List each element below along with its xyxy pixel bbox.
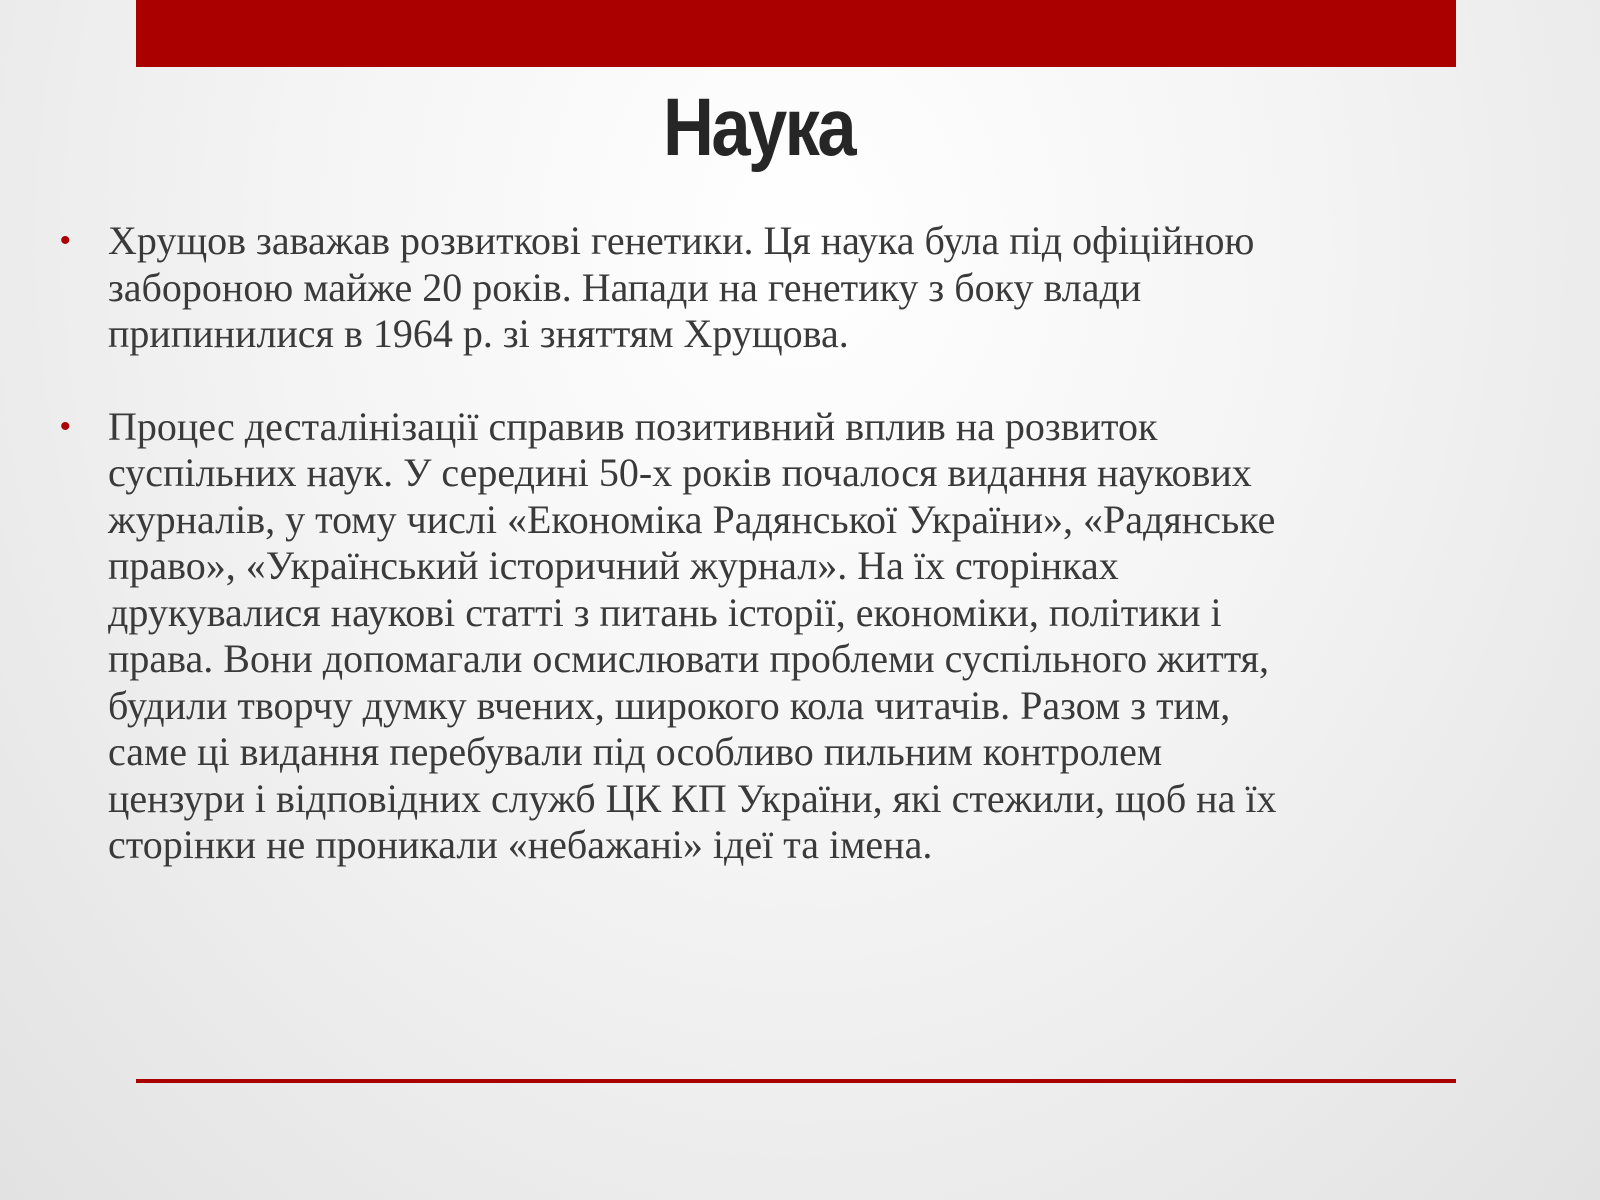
bullet-line: саме ці видання перебували під особливо пильним контролем: [108, 729, 1163, 774]
bullet-line: Процес десталінізації справив позитивний вплив на розвиток: [108, 403, 1158, 449]
bullet-icon: •: [60, 409, 71, 443]
bullet-line: припинилися в 1964 р. зі зняттям Хрущова.: [108, 311, 849, 356]
bullet-line: будили творчу думку вчених, широкого кола читачів. Разом з тим,: [108, 682, 1231, 728]
bullet-line: цензури і відповідних служб ЦК КП України, які стежили, щоб на їх: [108, 775, 1277, 821]
slide-body: [58, 218, 1558, 869]
bullet-line: суспільних наук. У середині 50-х років почалося видання наукових: [108, 450, 1252, 495]
bullet-item-genetics: [58, 218, 1558, 358]
bullet-icon: •: [60, 224, 71, 257]
bullet-line: забороною майже 20 років. Напади на генетику з боку влади: [108, 264, 1142, 310]
bullet-item-destalinization: [58, 404, 1558, 869]
bullet-line: сторінки не проникали «небажані» ідеї та імена.: [108, 822, 933, 867]
bullet-line: право», «Український історичний журнал». На їх сторінках: [108, 543, 1119, 588]
bullet-line: друкувалися наукові статті з питань історії, економіки, політики і: [108, 589, 1222, 635]
title-container: [0, 78, 1600, 178]
bullet-line: Хрущов заважав розвиткові генетики. Ця наука була під офіційною: [108, 218, 1255, 263]
slide-title: Наука: [663, 82, 854, 173]
bullet-line: права. Вони допомагали осмислювати проблеми суспільного життя,: [108, 636, 1270, 681]
bullet-line: журналів, у тому числі «Економіка Радянської України», «Радянське: [108, 496, 1276, 542]
bottom-accent-line: [136, 1079, 1456, 1083]
top-accent-bar: [136, 0, 1456, 67]
